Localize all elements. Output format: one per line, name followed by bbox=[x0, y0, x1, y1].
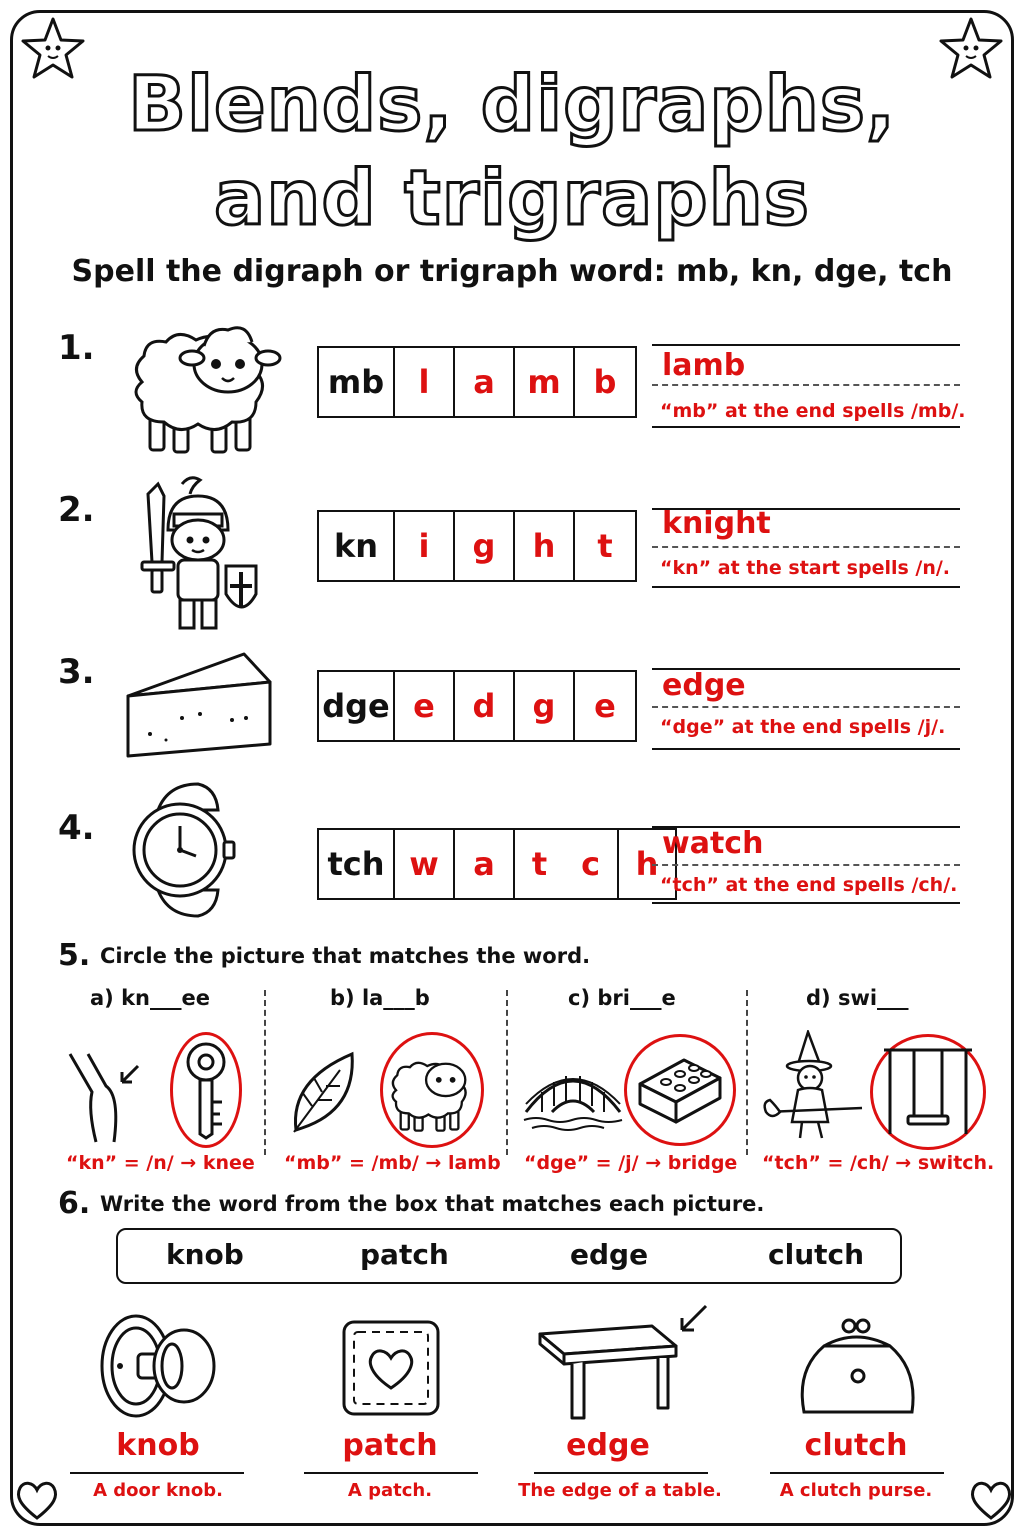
word-box-item: edge bbox=[570, 1238, 649, 1271]
answer-base-line bbox=[652, 586, 960, 588]
letter-box[interactable]: e bbox=[395, 672, 455, 740]
answer-note: “tch” at the end spells /ch/. bbox=[660, 874, 958, 896]
door-knob-icon bbox=[98, 1310, 220, 1422]
answer-dashed-line bbox=[652, 864, 960, 866]
letter-box[interactable]: h bbox=[515, 512, 575, 580]
q5-prompt: d) swi___ bbox=[806, 986, 909, 1010]
column-divider bbox=[506, 990, 508, 1155]
row-number: 1. bbox=[58, 328, 95, 368]
answer-note: “dge” at the end spells /j/. bbox=[660, 716, 946, 738]
q5-prompt: b) la___b bbox=[330, 986, 430, 1010]
q5-caption: “kn” = /n/ → knee bbox=[66, 1152, 255, 1174]
question-instruction: Circle the picture that matches the word. bbox=[100, 944, 591, 968]
lamb-icon bbox=[128, 312, 284, 458]
witch-icon[interactable] bbox=[762, 1030, 868, 1142]
answer-word[interactable]: watch bbox=[662, 826, 764, 861]
column-divider bbox=[264, 990, 266, 1155]
word-box-item: knob bbox=[166, 1238, 244, 1271]
row-number: 3. bbox=[58, 652, 95, 692]
answer-word[interactable]: edge bbox=[662, 668, 746, 703]
column-divider bbox=[746, 990, 748, 1155]
leaf-icon[interactable] bbox=[288, 1050, 360, 1134]
heart-icon bbox=[968, 1478, 1014, 1522]
letter-boxes bbox=[317, 346, 637, 418]
letter-box[interactable]: a bbox=[455, 348, 515, 416]
letter-box[interactable]: t bbox=[597, 527, 613, 565]
letter: t bbox=[531, 845, 548, 883]
letter: c bbox=[581, 845, 601, 883]
answer-dashed-line bbox=[652, 384, 960, 386]
letter-box[interactable]: g bbox=[455, 512, 515, 580]
knee-icon[interactable] bbox=[62, 1046, 152, 1146]
pattern-box: kn bbox=[319, 512, 395, 580]
row-number: 4. bbox=[58, 808, 95, 848]
swing-icon[interactable] bbox=[880, 1044, 976, 1136]
letter-box[interactable]: w bbox=[395, 830, 455, 898]
letter-box[interactable]: i bbox=[395, 512, 455, 580]
letter-boxes bbox=[317, 510, 637, 582]
knight-icon bbox=[134, 474, 262, 636]
brick-icon[interactable] bbox=[636, 1054, 724, 1126]
answer-word[interactable]: lamb bbox=[662, 348, 746, 383]
q5-prompt: c) bri___e bbox=[568, 986, 676, 1010]
pattern-box: tch bbox=[319, 830, 395, 898]
letter-box[interactable]: h bbox=[635, 845, 659, 883]
letter-box[interactable]: g bbox=[515, 672, 575, 740]
question-instruction: Write the word from the box that matches each picture. bbox=[100, 1192, 765, 1216]
question-number: 5. bbox=[58, 938, 91, 973]
answer-dashed-line bbox=[652, 706, 960, 708]
q6-caption: A clutch purse. bbox=[779, 1480, 933, 1501]
answer-note: “mb” at the end spells /mb/. bbox=[660, 400, 966, 422]
pattern-box: mb bbox=[319, 348, 395, 416]
table-icon bbox=[534, 1300, 718, 1424]
watch-icon bbox=[128, 780, 238, 920]
q6-answer[interactable]: patch bbox=[342, 1428, 438, 1463]
row-number: 2. bbox=[58, 490, 95, 530]
answer-line bbox=[70, 1472, 244, 1474]
q6-answer[interactable]: knob bbox=[116, 1428, 200, 1463]
letter-box[interactable]: b bbox=[593, 363, 617, 401]
lamb-icon[interactable] bbox=[388, 1046, 478, 1138]
answer-dashed-line bbox=[652, 546, 960, 548]
letter-box[interactable]: m bbox=[515, 348, 575, 416]
page-subtitle: Spell the digraph or trigraph word: mb, kn, dge, tch bbox=[71, 254, 953, 289]
answer-base-line bbox=[652, 426, 960, 428]
letter-boxes bbox=[317, 828, 677, 900]
q6-answer[interactable]: clutch bbox=[804, 1428, 908, 1463]
letter-box[interactable]: d bbox=[455, 672, 515, 740]
clutch-purse-icon bbox=[794, 1316, 924, 1416]
answer-line bbox=[770, 1472, 944, 1474]
q6-answer[interactable]: edge bbox=[566, 1428, 650, 1463]
letter-box[interactable] bbox=[515, 830, 619, 898]
answer-base-line bbox=[652, 902, 960, 904]
q5-caption: “mb” = /mb/ → lamb bbox=[284, 1152, 501, 1174]
letter-boxes bbox=[317, 670, 637, 742]
answer-note: “kn” at the start spells /n/. bbox=[660, 557, 951, 579]
q5-caption: “dge” = /j/ → bridge bbox=[524, 1152, 738, 1174]
key-icon[interactable] bbox=[180, 1040, 232, 1140]
cake-slice-icon bbox=[122, 648, 274, 762]
bridge-icon[interactable] bbox=[522, 1056, 624, 1134]
answer-base-line bbox=[652, 748, 960, 750]
q5-prompt: a) kn___ee bbox=[90, 986, 210, 1010]
q5-caption: “tch” = /ch/ → switch. bbox=[762, 1152, 995, 1174]
letter-box[interactable]: a bbox=[455, 830, 515, 898]
letter-box[interactable]: l bbox=[395, 348, 455, 416]
answer-line bbox=[534, 1472, 708, 1474]
page-title-line-2: and trigraphs bbox=[213, 153, 811, 242]
letter-box[interactable]: e bbox=[594, 687, 616, 725]
q6-caption: A door knob. bbox=[93, 1480, 223, 1501]
word-box-item: clutch bbox=[768, 1238, 865, 1271]
answer-word[interactable]: knight bbox=[662, 506, 771, 541]
q6-caption: A patch. bbox=[347, 1480, 433, 1501]
heart-patch-icon bbox=[340, 1318, 442, 1418]
answer-line bbox=[304, 1472, 478, 1474]
answer-top-line bbox=[652, 344, 960, 346]
question-number: 6. bbox=[58, 1186, 91, 1221]
page-title-line-1: Blends, digraphs, bbox=[128, 59, 896, 148]
pattern-box: dge bbox=[319, 672, 395, 740]
q6-caption: The edge of a table. bbox=[518, 1480, 722, 1501]
word-box-item: patch bbox=[360, 1238, 449, 1271]
